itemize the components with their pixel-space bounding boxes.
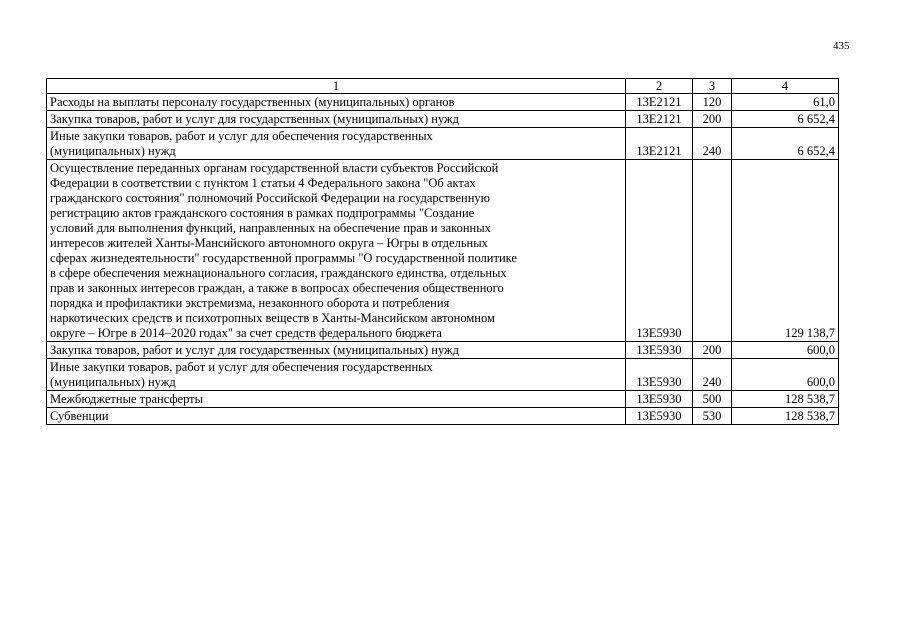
target-code-cell: 13Е2121 [626,128,693,160]
expense-type-cell: 200 [693,111,732,128]
amount-cell: 6 652,4 [732,128,839,160]
expense-type-cell: 200 [693,342,732,359]
target-code-cell: 13Е5930 [626,342,693,359]
description-line: условий для выполнения функций, направленных на обеспечение прав и законных [50,221,491,235]
description-line: в сфере обеспечения межнационального согласия, гражданского единства, отдельных [50,266,507,280]
description-cell [47,408,626,425]
target-code-cell: 13Е2121 [626,94,693,111]
table-row [47,359,839,391]
table-row [47,391,839,408]
description-line: Расходы на выплаты персоналу государственных (муниципальных) органов [50,95,455,109]
table-row [47,342,839,359]
description-line: наркотических средств и психотропных веществ в Ханты-Мансийском автономном [50,311,495,325]
target-code-cell: 13Е5930 [626,391,693,408]
description-cell [47,160,626,342]
description-line: округе – Югре в 2014–2020 годах" за счет средств федерального бюджета [50,326,442,340]
expense-type-cell: 240 [693,128,732,160]
description-line: прав и законных интересов граждан, а также в вопросах обеспечения общественного [50,281,504,295]
table-row [47,408,839,425]
description-cell [47,111,626,128]
description-line: регистрацию актов гражданского состояния в рамках подпрограммы "Создание [50,206,475,220]
description-line: интересов жителей Ханты-Мансийского автономного округа – Югры в отдельных [50,236,488,250]
amount-cell: 129 138,7 [732,160,839,342]
expense-type-cell [693,160,732,342]
description-cell [47,128,626,160]
table-row [47,94,839,111]
header-cell-3: 3 [693,79,732,94]
header-cell-4: 4 [732,79,839,94]
table-row [47,111,839,128]
budget-table-body [47,79,839,425]
amount-cell: 128 538,7 [732,391,839,408]
expense-type-cell: 500 [693,391,732,408]
budget-table [46,78,839,425]
amount-cell: 61,0 [732,94,839,111]
expense-type-cell: 530 [693,408,732,425]
page-number: 435 [833,40,850,52]
description-line: гражданского состояния" полномочий Российской Федерации на государственную [50,191,490,205]
description-line: Осуществление переданных органам государственной власти субъектов Российской [50,161,499,175]
amount-cell: 600,0 [732,359,839,391]
description-line: Закупка товаров, работ и услуг для государственных (муниципальных) нужд [50,343,460,357]
table-row [47,160,839,342]
expense-type-cell: 120 [693,94,732,111]
amount-cell: 600,0 [732,342,839,359]
description-cell [47,342,626,359]
description-line: Закупка товаров, работ и услуг для государственных (муниципальных) нужд [50,112,460,126]
description-line: (муниципальных) нужд [50,375,176,389]
description-line: Субвенции [50,409,109,423]
amount-cell: 6 652,4 [732,111,839,128]
target-code-cell: 13Е5930 [626,160,693,342]
table-row [47,128,839,160]
amount-cell: 128 538,7 [732,408,839,425]
description-line: Иные закупки товаров, работ и услуг для обеспечения государственных [50,360,433,374]
description-cell [47,94,626,111]
description-line: сферах жизнедеятельности" государственной программы "О государственной политике [50,251,517,265]
description-line: Федерации в соответствии с пунктом 1 статьи 4 Федерального закона "Об актах [50,176,476,190]
description-cell [47,359,626,391]
header-cell-2: 2 [626,79,693,94]
header-cell-1: 1 [47,79,626,94]
description-line: (муниципальных) нужд [50,144,176,158]
expense-type-cell: 240 [693,359,732,391]
description-line: порядка и профилактики экстремизма, незаконного оборота и потребления [50,296,450,310]
description-line: Межбюджетные трансферты [50,392,204,406]
description-cell [47,391,626,408]
target-code-cell: 13Е2121 [626,111,693,128]
target-code-cell: 13Е5930 [626,359,693,391]
table-header-row [47,79,839,94]
target-code-cell: 13Е5930 [626,408,693,425]
description-line: Иные закупки товаров, работ и услуг для обеспечения государственных [50,129,433,143]
